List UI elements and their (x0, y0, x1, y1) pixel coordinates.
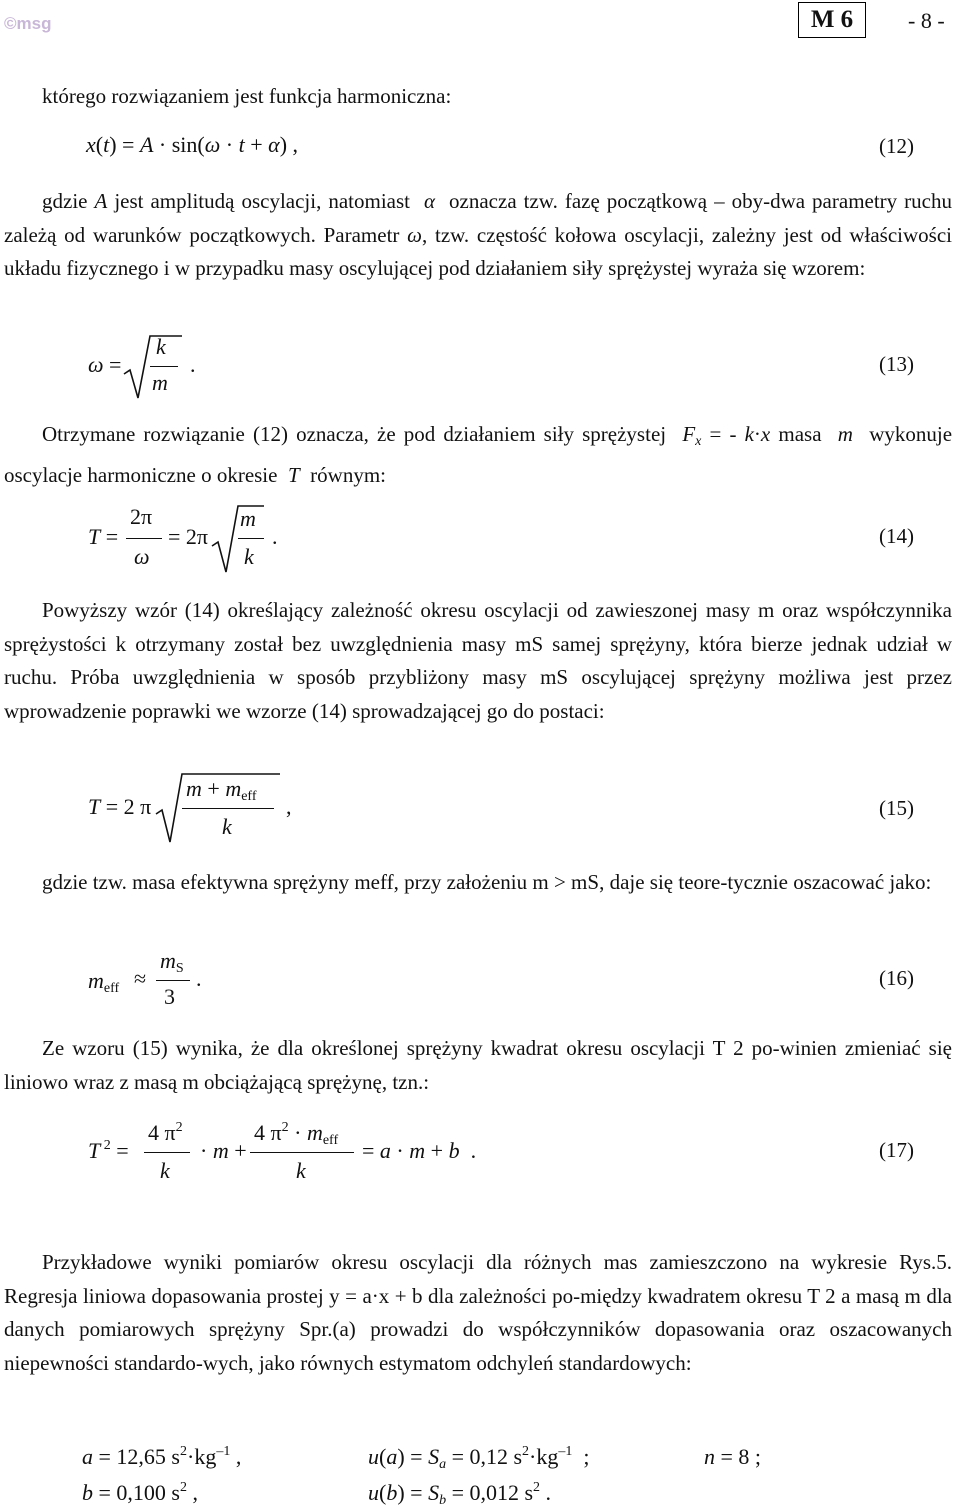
paragraph-linear-relation: Ze wzoru (15) wynika, że dla określonej sprężyny kwadrat okresu oscylacji T 2 po-winien zmieniać się liniowo wraz z masą m obciążającą sprężynę, tzn.: (4, 1036, 952, 1094)
equation-15: T = 2 π $m + m_{eff}$ k , (15) (0, 768, 960, 848)
paragraph-intro: którego rozwiązaniem jest funkcja harmoniczna: (42, 84, 452, 108)
copyright-mark: ©msg (4, 14, 52, 33)
equation-number: (15) (879, 796, 914, 820)
equation-number: (16) (879, 966, 914, 990)
result-a: a = 12,65 $s^2\cdot kg^{-1}$ , (82, 1444, 242, 1469)
equation-14: T = 2π ω = 2π m k . (14) (0, 500, 960, 580)
page-number: - 8 - (908, 8, 945, 33)
result-b: b = 0,100 $s^2$ , (82, 1480, 198, 1505)
equation-number: (17) (879, 1138, 914, 1162)
equation-17: T $^2$ = 4 $\pi^2$ k · m + 4 $\pi^2 \cdot m_{eff}$ k = a · m + b . (17) (88, 1120, 914, 1183)
result-n: n = 8 ; (704, 1444, 762, 1469)
chapter-label: M 6 (798, 2, 866, 38)
result-ua: $u(a) = S_a = 0,12$ $s^2\cdot kg^{-1}$ ; (368, 1444, 590, 1472)
paragraph-solution: Otrzymane rozwiązanie (12) oznacza, że pod działaniem siły sprężystej $F_x$ = - k·x masa m wykonuje oscylacje harmoniczne o okresie T równym: (4, 422, 953, 487)
paragraph-regression: Przykładowe wyniki pomiarów okresu oscylacji dla różnych mas zamieszczono na wykresie Rys.5. Regresja liniowa dopasowania prostej y = a·x + b dla zależności po-między kwadratem okresu T 2 a masą m dla danych pomiarowych sprężyny Spr.(a) prowadzi do współczynników dopasowania oraz oszacowanych niepewności standardo-wych, jako równych estymatom odchyleń standardowych: (4, 1250, 952, 1375)
paragraph-spring-mass: Powyższy wzór (14) określający zależność okresu oscylacji od zawieszonej masy m oraz współczynnika sprężystości k otrzymany został bez uwzględnienia masy mS samej sprężyny, która bierze jednak udział w ruchu. Próba uwzględnienia w sposób przybliżony masy mS oscylującej sprężyny możliwa jest przez wprowadzenie poprawki we wzorze (14) sprowadzającej go do postaci: (4, 598, 952, 723)
equation-13: ω = k m . (13) (0, 330, 960, 405)
equation-number: (12) (879, 134, 914, 158)
equation-number: (14) (879, 524, 914, 548)
paragraph-parameters: gdzie A jest amplitudą oscylacji, natomiast α oznacza tzw. fazę początkową – oby-dwa parametry ruchu zależą od warunków początkowych. Parametr ω, tzw. częstość kołowa oscylacji, zależny jest od właściwości układu fizycznego i w przypadku masy oscylującej pod działaniem siły sprężystej wyraża się wzorem: (4, 189, 952, 280)
result-ub: $u(b) = S_b = 0,012$ $s^2$ . (368, 1480, 552, 1508)
equation-12: x(t) = A · sin(ω · t + α) , (12) (86, 132, 914, 158)
equation-number: (13) (879, 352, 914, 376)
equation-16: $m_{eff}$ ≈ $m_S$ 3 . (16) (88, 948, 914, 1009)
paragraph-effective-mass: gdzie tzw. masa efektywna sprężyny meff, przy założeniu m > mS, daje się teore-tycznie oszacować jako: (42, 870, 932, 894)
